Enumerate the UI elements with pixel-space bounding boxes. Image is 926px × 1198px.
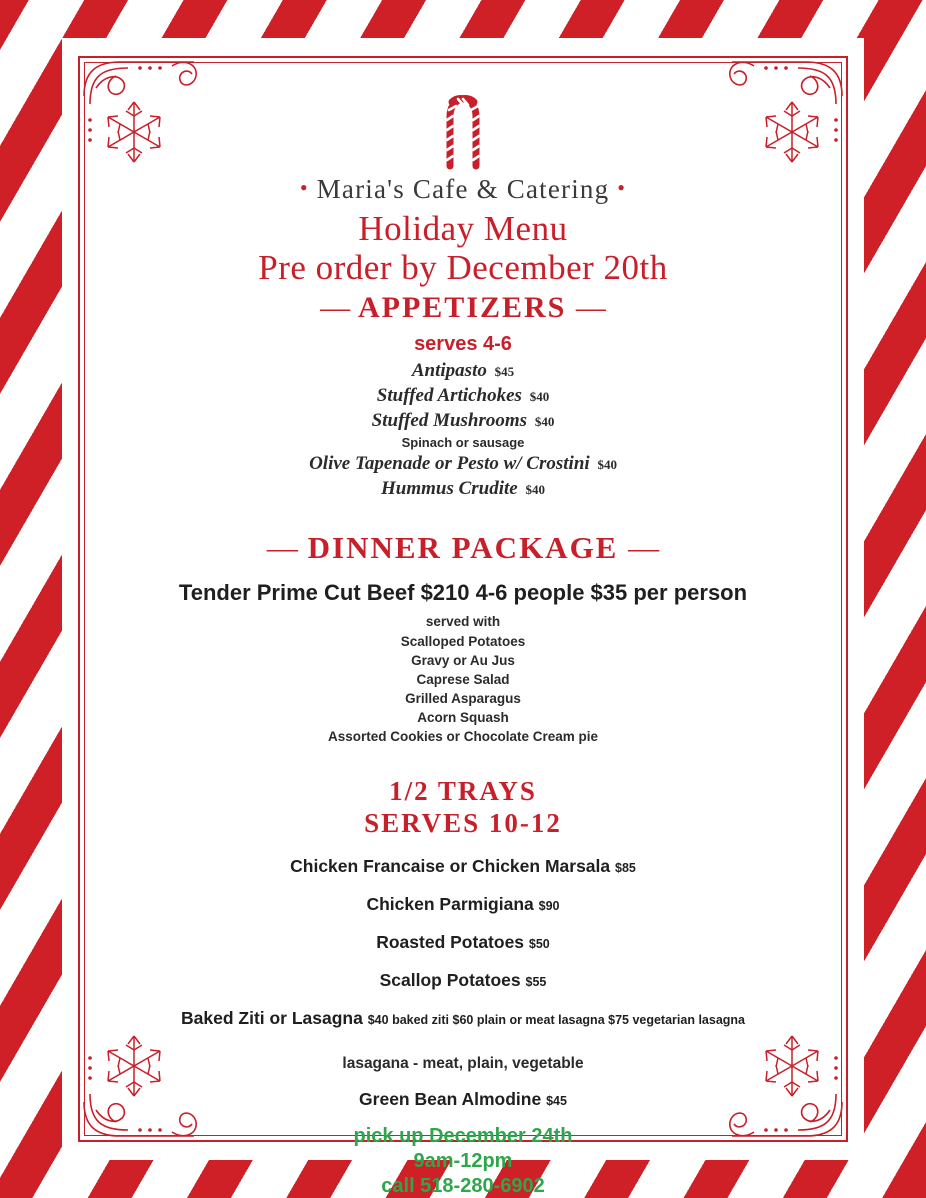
- pickup-phone: call 518-280-6902: [381, 1175, 545, 1198]
- list-item: [122, 410, 804, 432]
- dash-right-dinner: —: [628, 530, 660, 566]
- list-item: [122, 932, 804, 953]
- item-price: $40: [525, 482, 545, 498]
- item-price: $55: [525, 975, 547, 990]
- item-price: $50: [528, 937, 550, 952]
- trays-heading-line-1: 1/2 TRAYS: [389, 776, 537, 807]
- item-price: $90: [538, 899, 560, 914]
- list-item: Gravy or Au Jus: [411, 652, 515, 668]
- dash-left-appetizers: —: [320, 291, 351, 325]
- item-price: $40 baked ziti $60 plain or meat lasagna $75 vegetarian lasagna: [367, 1013, 745, 1028]
- brand-dot-right: •: [617, 175, 627, 200]
- section-heading-appetizers: [122, 291, 804, 325]
- list-item: [122, 1008, 804, 1029]
- list-item: Scalloped Potatoes: [400, 633, 526, 649]
- item-price: $45: [494, 364, 515, 380]
- list-item: [122, 856, 804, 877]
- dinner-sides-list: [122, 612, 804, 746]
- list-item: Assorted Cookies or Chocolate Cream pie: [327, 729, 599, 745]
- dash-left-dinner: —: [266, 530, 298, 566]
- dinner-main-item: Tender Prime Cut Beef $210 4-6 people $35 per person: [178, 580, 748, 606]
- section-heading-dinner-package: [122, 530, 804, 566]
- item-name: Scallop Potatoes: [379, 970, 521, 991]
- brand-label: Maria's Cafe & Catering: [316, 174, 610, 204]
- title-line-2: Pre order by December 20th: [258, 248, 668, 288]
- list-item: Caprese Salad: [416, 671, 510, 687]
- list-item: [122, 1089, 804, 1110]
- list-item: Acorn Squash: [417, 710, 509, 726]
- pickup-hours: 9am-12pm: [413, 1150, 513, 1173]
- item-sub-note: Spinach or sausage: [401, 435, 525, 451]
- list-item: [122, 970, 804, 991]
- item-name: Chicken Parmigiana: [366, 894, 534, 915]
- item-price: $40: [534, 414, 555, 430]
- trays-heading-line-2: SERVES 10-12: [364, 807, 562, 838]
- brand-name: [122, 174, 804, 205]
- dash-right-appetizers: —: [575, 291, 606, 325]
- list-item: [122, 360, 804, 382]
- candy-canes-icon: [122, 82, 804, 172]
- item-price: $45: [546, 1094, 567, 1109]
- item-name: Green Bean Almodine: [359, 1089, 542, 1110]
- item-price: $40: [597, 457, 617, 473]
- title-line-1: Holiday Menu: [358, 209, 568, 248]
- pickup-date: pick up December 24th: [353, 1125, 573, 1148]
- list-item: [122, 478, 804, 500]
- list-item: [122, 385, 804, 407]
- list-item: [122, 894, 804, 915]
- item-name: Antipasto: [411, 360, 487, 382]
- section-heading-half-trays: [122, 776, 804, 839]
- menu-content: [122, 82, 804, 1198]
- pickup-info: [122, 1124, 804, 1198]
- appetizers-list: [122, 360, 804, 500]
- item-name: Stuffed Mushrooms: [371, 410, 528, 432]
- item-price: $85: [615, 861, 636, 876]
- trays-list: [122, 856, 804, 1029]
- served-with-label: served with: [425, 614, 501, 630]
- item-name: Chicken Francaise or Chicken Marsala: [290, 856, 611, 877]
- item-price: $40: [529, 389, 550, 405]
- item-name: Roasted Potatoes: [376, 932, 525, 953]
- item-name: Baked Ziti or Lasagna: [181, 1008, 363, 1029]
- list-item: Grilled Asparagus: [405, 691, 521, 706]
- dinner-package-label: DINNER PACKAGE: [307, 530, 619, 566]
- item-name: Olive Tapenade or Pesto w/ Crostini: [309, 453, 590, 475]
- list-item: [122, 453, 804, 475]
- menu-page: [62, 38, 864, 1198]
- brand-dot-left: •: [299, 175, 309, 200]
- lasagna-note: lasagana - meat, plain, vegetable: [342, 1055, 584, 1073]
- appetizers-serves: serves 4-6: [414, 333, 512, 356]
- item-name: Hummus Crudite: [381, 478, 518, 500]
- appetizers-label: APPETIZERS: [357, 291, 567, 325]
- item-name: Stuffed Artichokes: [376, 385, 522, 407]
- page-title: [122, 209, 804, 287]
